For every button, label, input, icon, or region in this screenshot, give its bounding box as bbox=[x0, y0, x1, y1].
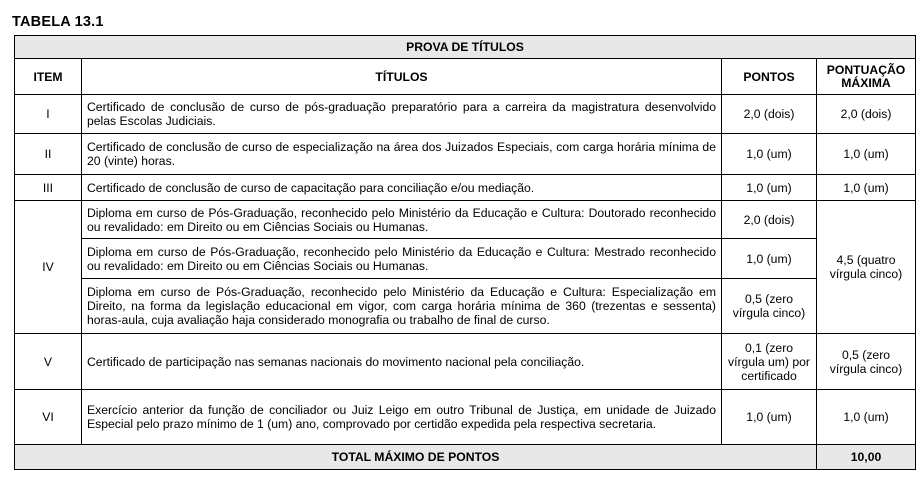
table-caption: TABELA 13.1 bbox=[12, 14, 104, 30]
table-title-row bbox=[15, 36, 916, 59]
table-row bbox=[15, 134, 916, 175]
row-titulo: Diploma em curso de Pós-Graduação, reconhecido pelo Ministério da Educação e Cultura: Doutorado reconhecido ou revalidado: em Direito ou em Ciências Sociais ou Humanas. bbox=[82, 201, 722, 239]
row-pontos: 2,0 (dois) bbox=[722, 201, 817, 239]
table-row bbox=[15, 279, 916, 334]
row-titulo: Exercício anterior da função de conciliador ou Juiz Leigo em outro Tribunal de Justiça, em unidade de Juizado Especial pelo prazo mínimo de 1 (um) ano, comprovado por certidão expedida pela respectiva secretaria. bbox=[82, 390, 722, 445]
titles-table bbox=[14, 35, 916, 470]
header-pontuacao-maxima bbox=[817, 59, 916, 95]
header-pontuacao-maxima-line1: PONTUAÇÃO bbox=[826, 62, 906, 77]
row-titulo: Certificado de conclusão de curso de especialização na área dos Juizados Especiais, com carga horária mínima de 20 (vinte) horas. bbox=[82, 134, 722, 175]
row-titulo: Certificado de participação nas semanas nacionais do movimento nacional pela conciliação. bbox=[82, 334, 722, 390]
table-title: PROVA DE TÍTULOS bbox=[15, 36, 916, 59]
table-row bbox=[15, 175, 916, 201]
row-item: IV bbox=[15, 201, 82, 334]
row-titulo: Certificado de conclusão de curso de capacitação para conciliação e/ou mediação. bbox=[82, 175, 722, 201]
row-titulo: Certificado de conclusão de curso de pós-graduação preparatório para a carreira da magistratura desenvolvido pelas Escolas Judiciais. bbox=[82, 95, 722, 134]
column-header-row bbox=[15, 59, 916, 95]
total-label: TOTAL MÁXIMO DE PONTOS bbox=[15, 445, 817, 470]
header-titulos: TÍTULOS bbox=[82, 59, 722, 95]
table-row bbox=[15, 239, 916, 279]
table-row bbox=[15, 95, 916, 134]
table-row bbox=[15, 390, 916, 445]
header-pontuacao-maxima-line2: MÁXIMA bbox=[841, 75, 891, 90]
row-pontos: 1,0 (um) bbox=[722, 134, 817, 175]
row-item: III bbox=[15, 175, 82, 201]
row-pontos: 1,0 (um) bbox=[722, 390, 817, 445]
table-row bbox=[15, 201, 916, 239]
row-maxima: 1,0 (um) bbox=[817, 175, 916, 201]
row-titulo: Diploma em curso de Pós-Graduação, reconhecido pelo Ministério da Educação e Cultura: Mestrado reconhecido ou revalidado: em Direito ou em Ciências Sociais ou Humanas. bbox=[82, 239, 722, 279]
row-pontos: 0,5 (zero vírgula cinco) bbox=[722, 279, 817, 334]
header-item: ITEM bbox=[15, 59, 82, 95]
row-titulo: Diploma em curso de Pós-Graduação, reconhecido pelo Ministério da Educação e Cultura: Especialização em Direito, na forma da legislação educacional em vigor, com carga horária mínima de 360 (trezentas e sessenta) horas-aula, cuja avaliação haja considerado monografia ou trabalho de final de curso. bbox=[82, 279, 722, 334]
row-pontos: 0,1 (zero vírgula um) por certificado bbox=[722, 334, 817, 390]
total-row bbox=[15, 445, 916, 470]
header-pontos: PONTOS bbox=[722, 59, 817, 95]
row-maxima: 4,5 (quatro vírgula cinco) bbox=[817, 201, 916, 334]
row-pontos: 1,0 (um) bbox=[722, 239, 817, 279]
table-row bbox=[15, 334, 916, 390]
row-item: II bbox=[15, 134, 82, 175]
row-item: I bbox=[15, 95, 82, 134]
row-maxima: 0,5 (zero vírgula cinco) bbox=[817, 334, 916, 390]
row-item: V bbox=[15, 334, 82, 390]
total-value: 10,00 bbox=[817, 445, 916, 470]
row-maxima: 2,0 (dois) bbox=[817, 95, 916, 134]
row-maxima: 1,0 (um) bbox=[817, 134, 916, 175]
row-pontos: 1,0 (um) bbox=[722, 175, 817, 201]
row-maxima: 1,0 (um) bbox=[817, 390, 916, 445]
row-pontos: 2,0 (dois) bbox=[722, 95, 817, 134]
row-item: VI bbox=[15, 390, 82, 445]
